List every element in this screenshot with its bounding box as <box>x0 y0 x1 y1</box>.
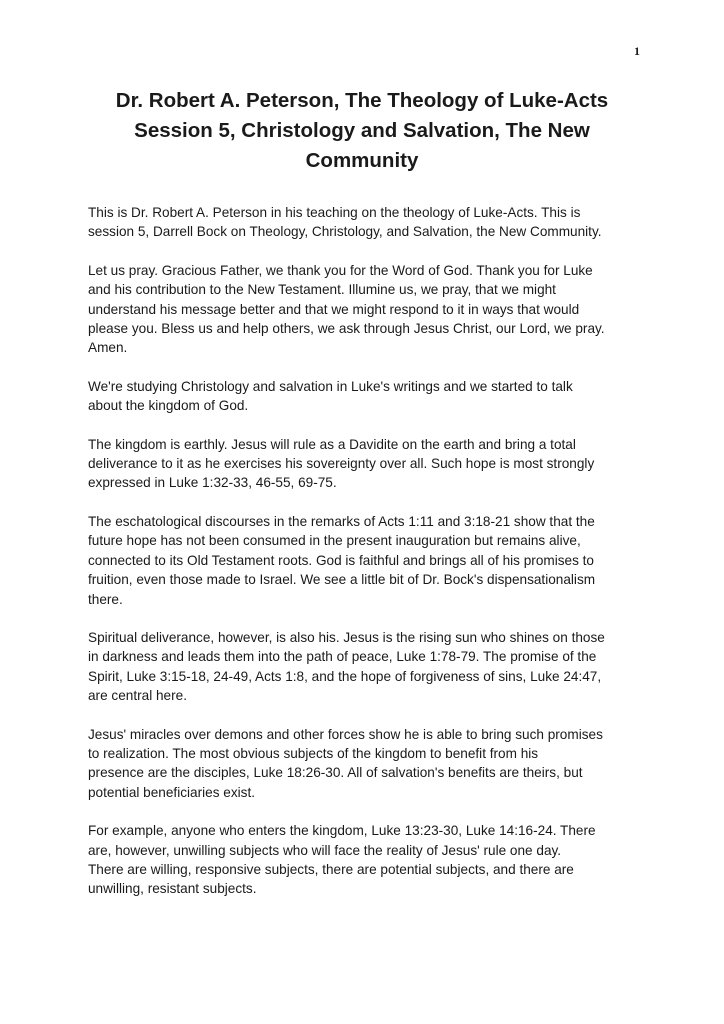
text-line: are central here. <box>88 688 187 704</box>
paragraph-prayer <box>88 261 648 358</box>
text-line: Jesus' miracles over demons and other forces show he is able to bring such promises <box>88 726 603 742</box>
text-line: connected to its Old Testament roots. God is faithful and brings all of his promises to <box>88 552 594 568</box>
text-line: Spiritual deliverance, however, is also his. Jesus is the rising sun who shines on those <box>88 629 605 645</box>
page-number: 1 <box>634 44 640 58</box>
text-line: presence are the disciples, Luke 18:26-30. All of salvation's benefits are theirs, but <box>88 765 583 781</box>
text-line: to realization. The most obvious subjects of the kingdom to benefit from his <box>88 745 539 761</box>
text-line: session 5, Darrell Bock on Theology, Christology, and Salvation, the New Community. <box>88 224 602 240</box>
paragraph-studying <box>88 377 648 416</box>
title-line: Community <box>305 149 419 172</box>
text-line: potential beneficiaries exist. <box>88 784 255 800</box>
text-line: The kingdom is earthly. Jesus will rule as a Davidite on the earth and bring a total <box>88 436 576 452</box>
paragraph-intro <box>88 203 648 242</box>
text-line: Let us pray. Gracious Father, we thank you for the Word of God. Thank you for Luke <box>88 262 593 278</box>
paragraph-eschatological <box>88 512 648 609</box>
paragraph-miracles <box>88 725 648 803</box>
text-line: unwilling, resistant subjects. <box>88 881 257 897</box>
text-line: Spirit, Luke 3:15-18, 24-49, Acts 1:8, and the hope of forgiveness of sins, Luke 24:47, <box>88 668 602 684</box>
text-line: future hope has not been consumed in the present inauguration but remains alive, <box>88 533 581 549</box>
text-line: understand his message better and that we might respond to it in ways that would <box>88 301 580 317</box>
text-line: please you. Bless us and help others, we ask through Jesus Christ, our Lord, we pray. <box>88 321 605 337</box>
title-line: Session 5, Christology and Salvation, The New <box>134 119 590 142</box>
paragraph-example <box>88 821 648 899</box>
text-line: We're studying Christology and salvation in Luke's writings and we started to talk <box>88 378 573 394</box>
title-line: Dr. Robert A. Peterson, The Theology of Luke-Acts <box>115 89 609 112</box>
document-body <box>88 203 648 899</box>
text-line: in darkness and leads them into the path of peace, Luke 1:78-79. The promise of the <box>88 649 597 665</box>
text-line: there. <box>88 591 123 607</box>
text-line: The eschatological discourses in the remarks of Acts 1:11 and 3:18-21 show that the <box>88 513 595 529</box>
text-line: For example, anyone who enters the kingdom, Luke 13:23-30, Luke 14:16-24. There <box>88 823 596 839</box>
text-line: deliverance to it as he exercises his sovereignty over all. Such hope is most strongly <box>88 456 595 472</box>
text-line: There are willing, responsive subjects, there are potential subjects, and there are <box>88 861 574 877</box>
text-line: are, however, unwilling subjects who will face the reality of Jesus' rule one day. <box>88 842 562 858</box>
text-line: fruition, even those made to Israel. We see a little bit of Dr. Bock's dispensationalism <box>88 572 596 588</box>
paragraph-spiritual-deliverance <box>88 628 648 706</box>
document-title <box>90 86 634 176</box>
text-line: Amen. <box>88 340 128 356</box>
text-line: and his contribution to the New Testament. Illumine us, we pray, that we might <box>88 282 556 298</box>
text-line: This is Dr. Robert A. Peterson in his teaching on the theology of Luke-Acts. This is <box>88 205 581 220</box>
paragraph-kingdom-earthly <box>88 435 648 493</box>
text-line: about the kingdom of God. <box>88 398 249 414</box>
text-line: expressed in Luke 1:32-33, 46-55, 69-75. <box>88 475 337 491</box>
